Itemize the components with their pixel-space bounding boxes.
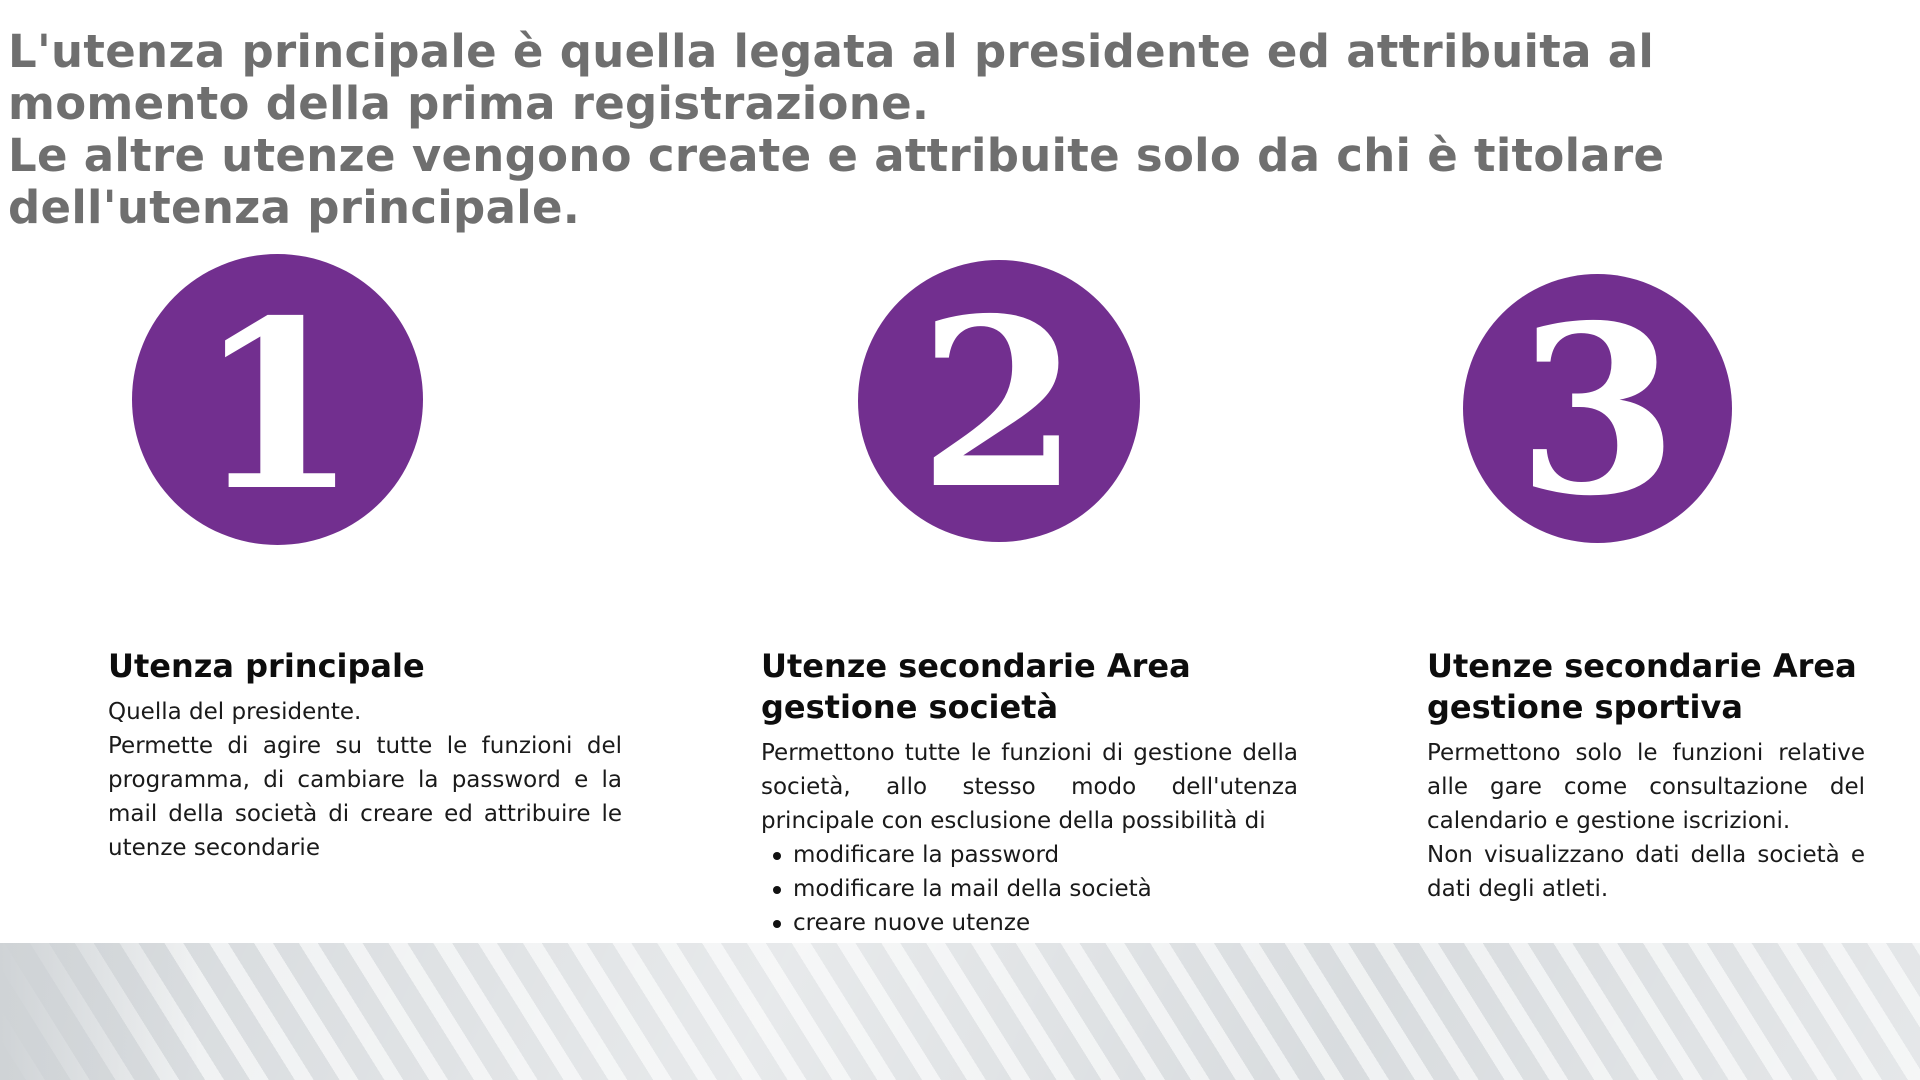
step-1-description <box>108 695 622 865</box>
step-2-number: 2 <box>918 267 1080 540</box>
list-item: modificare la mail della società <box>761 872 1298 906</box>
step-1-number: 1 <box>196 268 359 542</box>
step-3-number: 3 <box>1516 273 1679 547</box>
step-1-paragraph: Quella del presidente. <box>108 699 362 725</box>
intro-line-2: Le altre utenze vengono create e attribuite solo da chi è titolare dell'utenza principale. <box>8 129 1665 234</box>
step-2-bullet-list <box>761 838 1298 940</box>
list-item: modificare la password <box>761 838 1298 872</box>
step-1-title: Utenza principale <box>108 647 425 685</box>
step-3-description <box>1427 736 1865 906</box>
step-3-paragraph: Non visualizzano dati della società e dati degli atleti. <box>1427 842 1865 902</box>
step-3-title: Utenze secondarie Area gestione sportiva <box>1427 647 1857 726</box>
intro-line-1: L'utenza principale è quella legata al presidente ed attribuita al momento della prima registrazione. <box>8 25 1655 130</box>
step-1-card <box>108 646 622 865</box>
intro-text <box>8 26 1908 234</box>
step-1-number-badge <box>132 254 423 545</box>
step-1-paragraph: Permette di agire su tutte le funzioni del programma, di cambiare la password e la mail della società di creare ed attribuire le utenze secondarie <box>108 733 622 861</box>
step-2-number-badge <box>858 260 1140 542</box>
step-3-number-badge <box>1463 273 1732 547</box>
list-item: creare nuove utenze <box>761 906 1298 940</box>
step-2-title: Utenze secondarie Area gestione società <box>761 647 1191 726</box>
step-2-card <box>761 646 1298 940</box>
decorative-striped-band <box>0 943 1920 1080</box>
step-2-description <box>761 736 1298 838</box>
step-3-paragraph: Permettono solo le funzioni relative alle gare come consultazione del calendario e gestione iscrizioni. <box>1427 740 1865 834</box>
step-2-paragraph: Permettono tutte le funzioni di gestione della società, allo stesso modo dell'utenza principale con esclusione della possibilità di <box>761 740 1298 834</box>
step-3-card <box>1427 646 1865 906</box>
